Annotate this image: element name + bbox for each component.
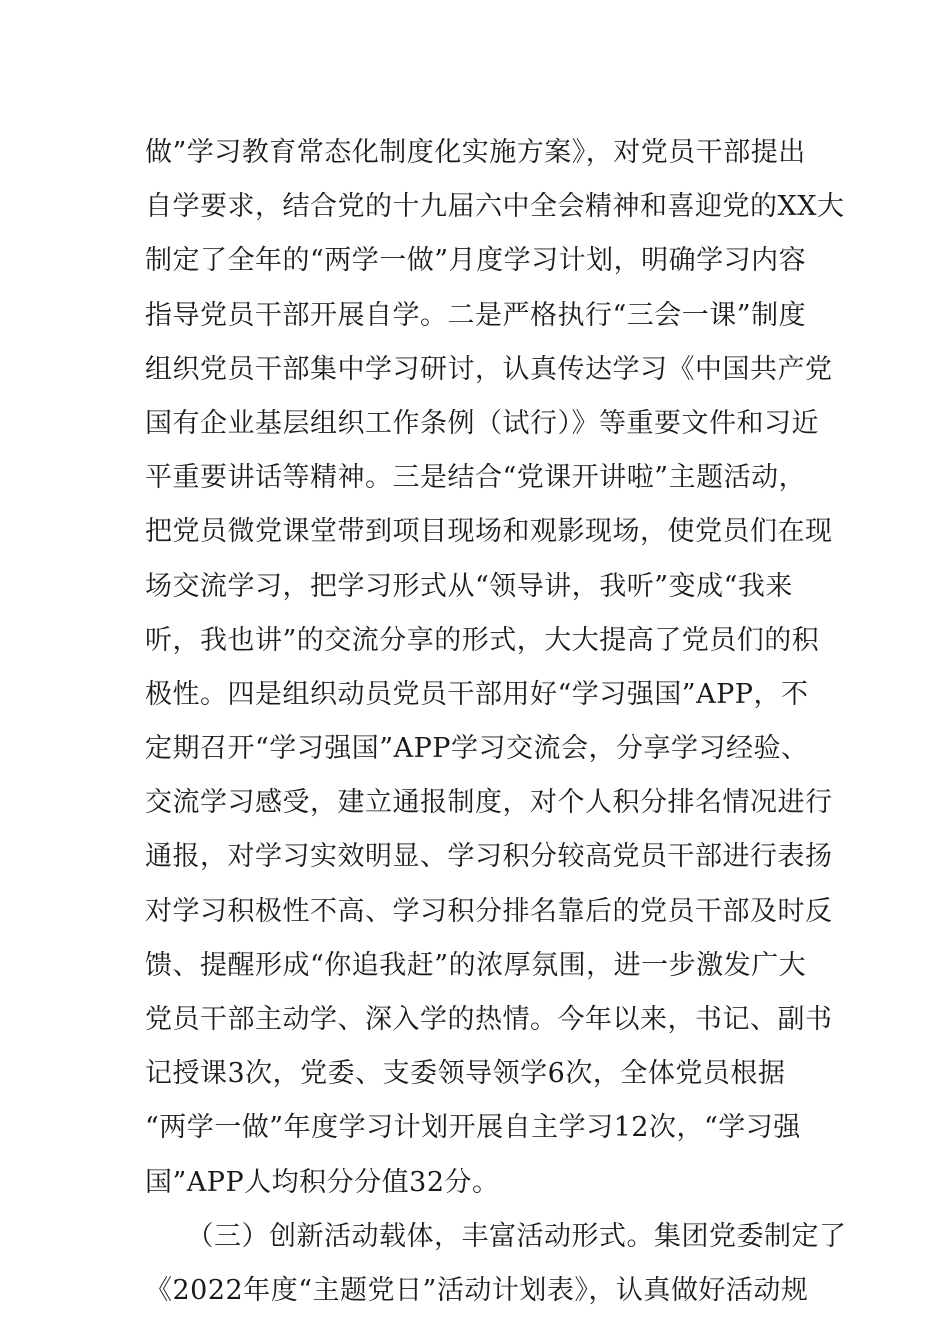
text-line: 指导党员干部开展自学。二是严格执行“三会一课”制度 (145, 299, 807, 331)
text-line: 组织党员干部集中学习研讨，认真传达学习《中国共产党 (145, 353, 833, 385)
text-line: 通报，对学习实效明显、学习积分较高党员干部进行表扬 (145, 841, 833, 873)
text-line: 交流学习感受，建立通报制度，对个人积分排名情况进行 (145, 787, 833, 819)
text-line: 自学要求，结合党的十九届六中全会精神和喜迎党的XX大 (145, 191, 845, 223)
text-line: 国有企业基层组织工作条例（试行）》等重要文件和习近 (145, 407, 819, 439)
text-line: 极性。四是组织动员党员干部用好“学习强国”APP，不 (145, 678, 809, 710)
text-line: 馈、提醒形成“你追我赶”的浓厚氛围，进一步激发广大 (145, 949, 807, 981)
text-line: 定期召开“学习强国”APP学习交流会，分享学习经验、 (145, 733, 809, 765)
text-line: 场交流学习，把学习形式从“领导讲，我听”变成“我来 (145, 570, 793, 602)
text-line: 做”学习教育常态化制度化实施方案》，对党员干部提出 (145, 137, 806, 168)
text-line: 《2022年度“主题党日”活动计划表》，认真做好活动规 (145, 1274, 809, 1306)
text-line: 国”APP人均积分分值32分。 (145, 1166, 500, 1198)
text-line: 记授课3次，党委、支委领导领学6次，全体党员根据 (145, 1058, 786, 1090)
text-line: 党员干部主动学、深入学的热情。今年以来，书记、副书 (145, 1004, 833, 1035)
text-line: 制定了全年的“两学一做”月度学习计划，明确学习内容 (145, 245, 807, 277)
paragraph-heading-line: （三）创新活动载体，丰富活动形式。集团党委制定了 (145, 1220, 847, 1252)
text-line: 听，我也讲”的交流分享的形式，大大提高了党员们的积 (145, 624, 820, 656)
text-line: 对学习积极性不高、学习积分排名靠后的党员干部及时反 (145, 895, 833, 927)
text-line: “两学一做”年度学习计划开展自主学习12次，“学习强 (145, 1112, 801, 1144)
body-text (145, 126, 847, 1318)
text-line: 把党员微党课堂带到项目现场和观影现场，使党员们在现 (145, 516, 833, 548)
text-line: 平重要讲话等精神。三是结合“党课开讲啦”主题活动， (145, 462, 807, 494)
